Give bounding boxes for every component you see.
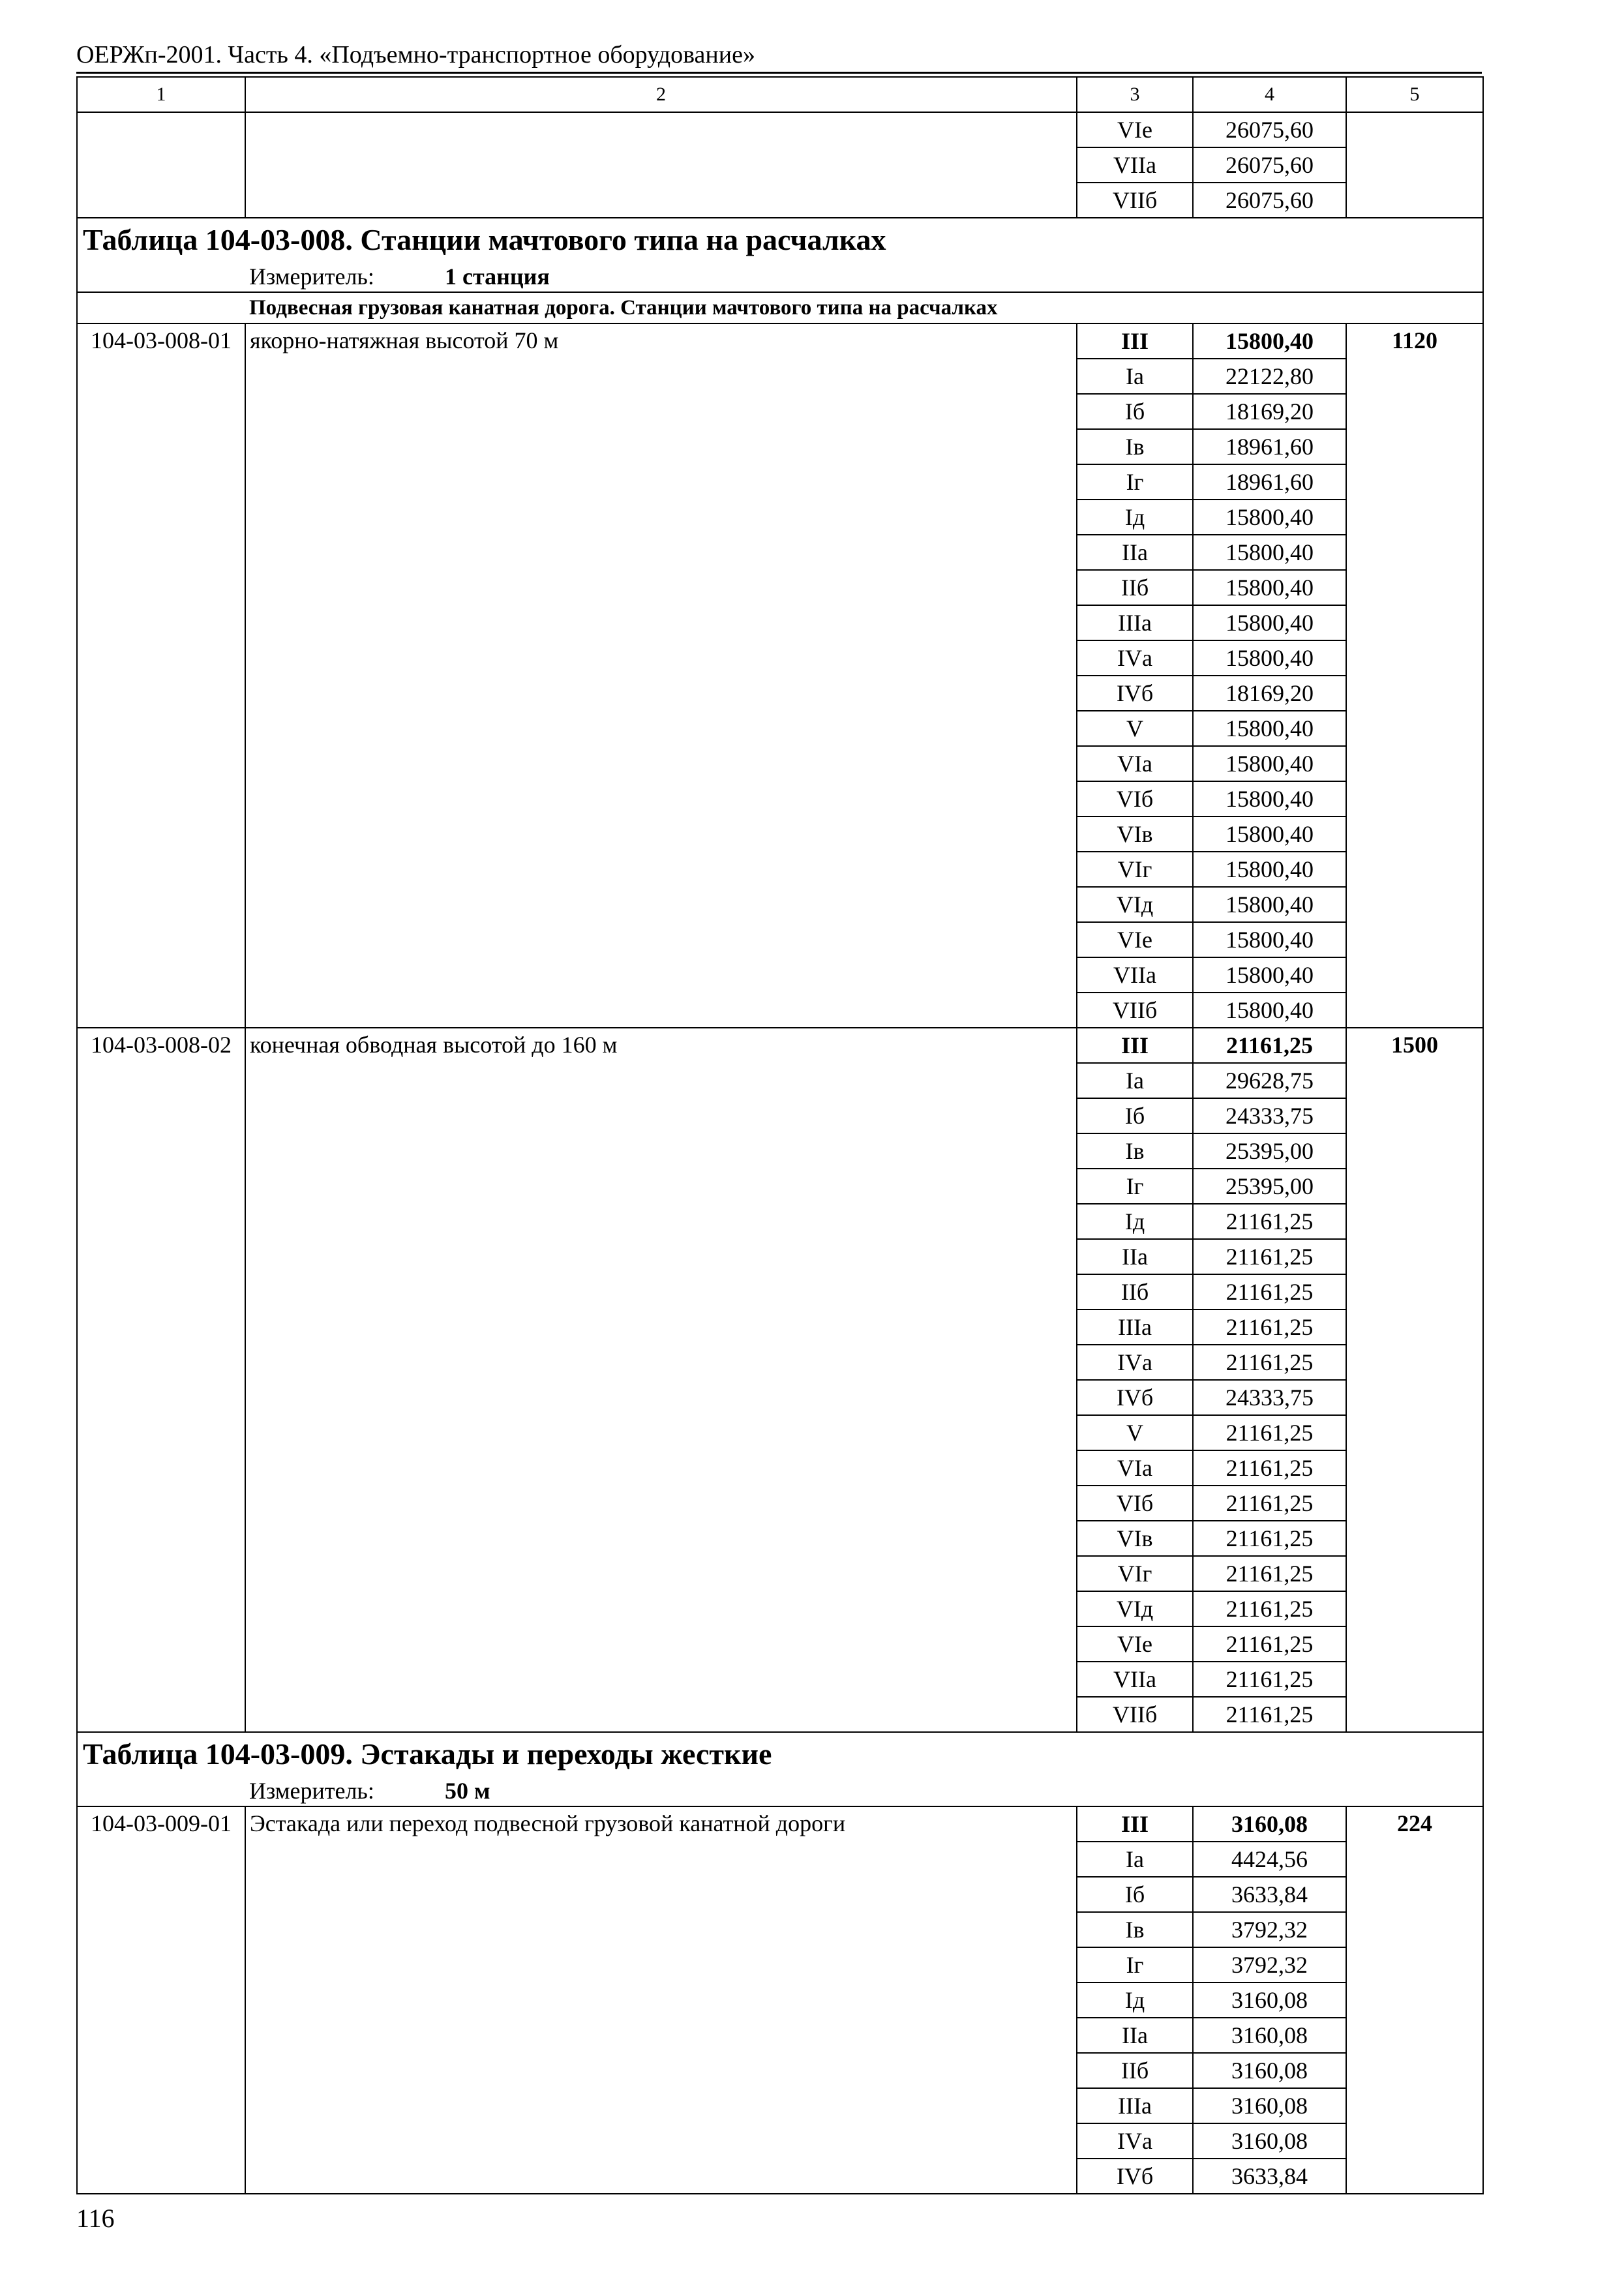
price-cell: 15800,40 (1193, 852, 1346, 887)
zone-cell: IIа (1077, 535, 1193, 570)
price-cell: 21161,25 (1193, 1204, 1346, 1239)
zone-cell: VIб (1077, 1486, 1193, 1521)
resource-cell: 224 (1346, 1806, 1483, 2194)
price-cell: 3160,08 (1193, 2123, 1346, 2159)
zone-cell: Iа (1077, 359, 1193, 394)
price-cell: 29628,75 (1193, 1063, 1346, 1098)
price-cell: 15800,40 (1193, 781, 1346, 816)
zone-cell: Iг (1077, 464, 1193, 500)
table-row (77, 1806, 1483, 1842)
column-number-2: 2 (245, 77, 1077, 112)
name-cell: Эстакада или переход подвесной грузовой канатной дороги (245, 1806, 1077, 2194)
price-cell: 15800,40 (1193, 640, 1346, 676)
price-cell: 18169,20 (1193, 394, 1346, 429)
price-table (76, 76, 1484, 2194)
zone-cell: Iа (1077, 1842, 1193, 1877)
price-cell: 15800,40 (1193, 887, 1346, 922)
zone-cell: IIIа (1077, 605, 1193, 640)
price-cell: 15800,40 (1193, 711, 1346, 746)
zone-cell: Iв (1077, 1912, 1193, 1947)
price-cell: 15800,40 (1193, 957, 1346, 993)
zone-cell: III (1077, 1028, 1193, 1063)
measure-label: Измеритель: (249, 263, 374, 290)
zone-cell: IIа (1077, 1239, 1193, 1274)
price-cell: 21161,25 (1193, 1309, 1346, 1345)
zone-cell: Iб (1077, 1877, 1193, 1912)
price-cell: 22122,80 (1193, 359, 1346, 394)
resource-cell: 1120 (1346, 323, 1483, 1028)
zone-cell: IIб (1077, 2053, 1193, 2088)
zone-cell: Iд (1077, 1982, 1193, 2018)
price-cell: 3160,08 (1193, 2088, 1346, 2123)
price-cell: 18169,20 (1193, 676, 1346, 711)
zone-cell: IIб (1077, 1274, 1193, 1309)
column-number-3: 3 (1077, 77, 1193, 112)
price-cell: 21161,25 (1193, 1662, 1346, 1697)
measure-spacer (77, 1776, 245, 1806)
zone-cell: IVа (1077, 1345, 1193, 1380)
name-cell (245, 112, 1077, 218)
price-cell: 3160,08 (1193, 2053, 1346, 2088)
zone-cell: VIа (1077, 746, 1193, 781)
code-cell: 104-03-008-01 (77, 323, 245, 1028)
measure-value: 1 станция (445, 263, 550, 290)
name-cell: конечная обводная высотой до 160 м (245, 1028, 1077, 1732)
zone-cell: Iд (1077, 500, 1193, 535)
zone-cell: IIа (1077, 2018, 1193, 2053)
price-cell: 21161,25 (1193, 1274, 1346, 1309)
price-cell: 21161,25 (1193, 1486, 1346, 1521)
column-number-4: 4 (1193, 77, 1346, 112)
subtitle-row (77, 292, 1483, 323)
resource-cell (1346, 112, 1483, 218)
price-cell: 24333,75 (1193, 1380, 1346, 1415)
price-cell: 21161,25 (1193, 1028, 1346, 1063)
zone-cell: Iд (1077, 1204, 1193, 1239)
column-number-row (77, 77, 1483, 112)
price-cell: 3160,08 (1193, 1806, 1346, 1842)
code-cell (77, 112, 245, 218)
price-cell: 3633,84 (1193, 1877, 1346, 1912)
price-cell: 4424,56 (1193, 1842, 1346, 1877)
measure-cell (245, 1776, 1483, 1806)
price-cell: 21161,25 (1193, 1556, 1346, 1591)
zone-cell: VIв (1077, 1521, 1193, 1556)
price-cell: 21161,25 (1193, 1697, 1346, 1732)
zone-cell: IVа (1077, 2123, 1193, 2159)
subtitle-spacer (77, 292, 245, 323)
measure-value: 50 м (445, 1778, 490, 1804)
price-cell: 15800,40 (1193, 746, 1346, 781)
price-cell: 3792,32 (1193, 1912, 1346, 1947)
zone-cell: VIIб (1077, 183, 1193, 218)
column-number-1: 1 (77, 77, 245, 112)
zone-cell: VIе (1077, 922, 1193, 957)
code-cell: 104-03-008-02 (77, 1028, 245, 1732)
table-row (77, 112, 1483, 147)
zone-cell: Iа (1077, 1063, 1193, 1098)
price-cell: 3633,84 (1193, 2159, 1346, 2194)
page-number: 116 (76, 2204, 115, 2233)
table-subtitle: Подвесная грузовая канатная дорога. Станции мачтового типа на расчалках (245, 292, 1483, 323)
zone-cell: III (1077, 323, 1193, 359)
price-cell: 21161,25 (1193, 1239, 1346, 1274)
zone-cell: VIд (1077, 887, 1193, 922)
zone-cell: V (1077, 1415, 1193, 1450)
zone-cell: VIд (1077, 1591, 1193, 1626)
price-cell: 26075,60 (1193, 183, 1346, 218)
zone-cell: VIе (1077, 112, 1193, 147)
zone-cell: VIIб (1077, 1697, 1193, 1732)
price-cell: 15800,40 (1193, 605, 1346, 640)
table-title-row (77, 218, 1483, 262)
zone-cell: VIг (1077, 852, 1193, 887)
zone-cell: VIIб (1077, 993, 1193, 1028)
price-table-body (77, 77, 1483, 2194)
price-cell: 15800,40 (1193, 570, 1346, 605)
price-cell: 21161,25 (1193, 1521, 1346, 1556)
price-cell: 25395,00 (1193, 1169, 1346, 1204)
price-cell: 15800,40 (1193, 816, 1346, 852)
zone-cell: VIв (1077, 816, 1193, 852)
price-cell: 3792,32 (1193, 1947, 1346, 1982)
resource-cell: 1500 (1346, 1028, 1483, 1732)
zone-cell: Iб (1077, 1098, 1193, 1133)
price-cell: 26075,60 (1193, 147, 1346, 183)
measure-row (77, 262, 1483, 292)
header-rule (76, 72, 1482, 74)
price-cell: 24333,75 (1193, 1098, 1346, 1133)
zone-cell: IVб (1077, 676, 1193, 711)
price-cell: 3160,08 (1193, 2018, 1346, 2053)
zone-cell: Iб (1077, 394, 1193, 429)
zone-cell: Iг (1077, 1947, 1193, 1982)
page-header: ОЕРЖп-2001. Часть 4. «Подъемно-транспортное оборудование» (76, 41, 755, 68)
zone-cell: Iг (1077, 1169, 1193, 1204)
zone-cell: IVб (1077, 1380, 1193, 1415)
zone-cell: Iв (1077, 1133, 1193, 1169)
column-number-5: 5 (1346, 77, 1483, 112)
zone-cell: IVа (1077, 640, 1193, 676)
price-cell: 15800,40 (1193, 922, 1346, 957)
table-row (77, 323, 1483, 359)
price-cell: 15800,40 (1193, 535, 1346, 570)
price-cell: 21161,25 (1193, 1345, 1346, 1380)
table-title: Таблица 104-03-009. Эстакады и переходы жесткие (77, 1732, 1483, 1776)
zone-cell: VIг (1077, 1556, 1193, 1591)
zone-cell: VIб (1077, 781, 1193, 816)
price-cell: 3160,08 (1193, 1982, 1346, 2018)
zone-cell: Iв (1077, 429, 1193, 464)
zone-cell: IVб (1077, 2159, 1193, 2194)
zone-cell: VIа (1077, 1450, 1193, 1486)
zone-cell: VIIа (1077, 147, 1193, 183)
zone-cell: V (1077, 711, 1193, 746)
zone-cell: IIб (1077, 570, 1193, 605)
price-cell: 15800,40 (1193, 323, 1346, 359)
price-cell: 21161,25 (1193, 1626, 1346, 1662)
zone-cell: VIIа (1077, 1662, 1193, 1697)
price-cell: 25395,00 (1193, 1133, 1346, 1169)
price-cell: 21161,25 (1193, 1450, 1346, 1486)
price-cell: 15800,40 (1193, 500, 1346, 535)
table-row (77, 1028, 1483, 1063)
price-cell: 21161,25 (1193, 1591, 1346, 1626)
zone-cell: IIIа (1077, 2088, 1193, 2123)
measure-row (77, 1776, 1483, 1806)
price-cell: 18961,60 (1193, 429, 1346, 464)
zone-cell: VIе (1077, 1626, 1193, 1662)
measure-label: Измеритель: (249, 1778, 374, 1804)
table-title-row (77, 1732, 1483, 1776)
zone-cell: III (1077, 1806, 1193, 1842)
price-cell: 18961,60 (1193, 464, 1346, 500)
price-cell: 15800,40 (1193, 993, 1346, 1028)
price-cell: 26075,60 (1193, 112, 1346, 147)
zone-cell: IIIа (1077, 1309, 1193, 1345)
table-title: Таблица 104-03-008. Станции мачтового типа на расчалках (77, 218, 1483, 262)
name-cell: якорно-натяжная высотой 70 м (245, 323, 1077, 1028)
zone-cell: VIIа (1077, 957, 1193, 993)
code-cell: 104-03-009-01 (77, 1806, 245, 2194)
price-cell: 21161,25 (1193, 1415, 1346, 1450)
measure-cell (245, 262, 1483, 292)
measure-spacer (77, 262, 245, 292)
